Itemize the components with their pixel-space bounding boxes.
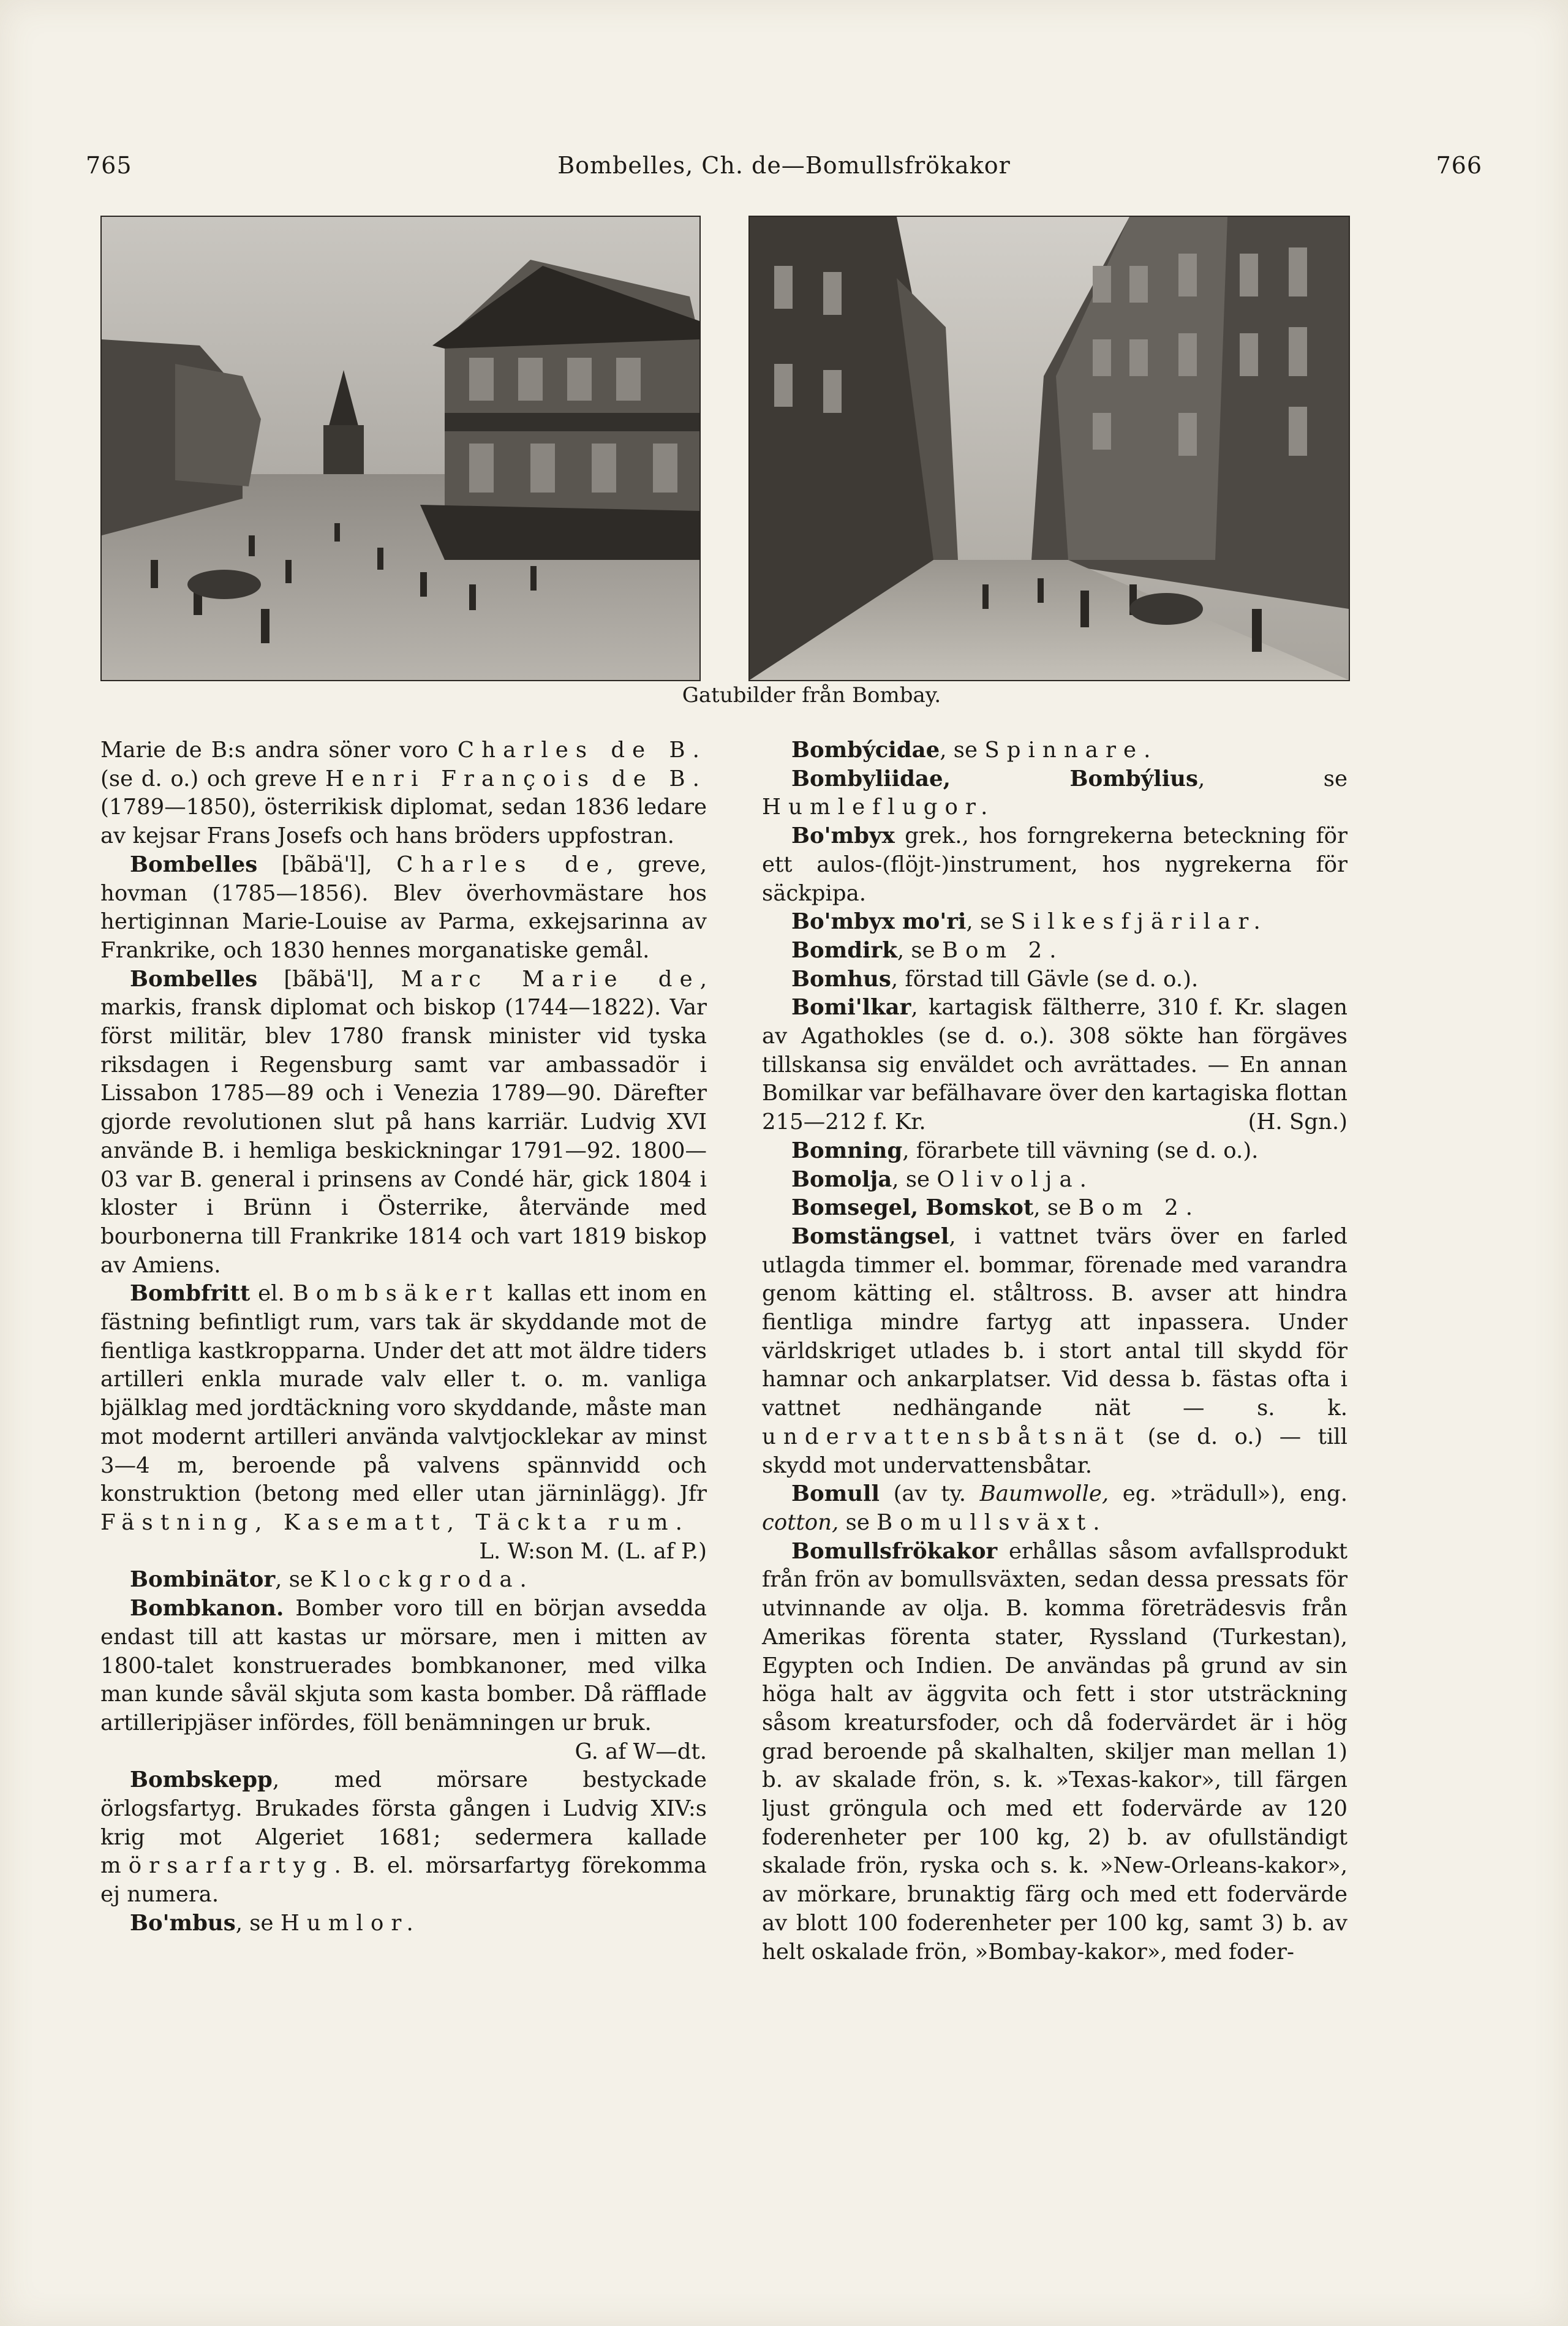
entry-continuation: Marie de B:s andra söner voro Charles de B. (se d. o.) och greve Henri François de B. (1789—1850), österrikisk diplomat, sedan 1836 ledare av kejsar Frans Josefs och hans bröders uppfostran. xyxy=(100,738,707,849)
headword: Bombelles xyxy=(130,851,258,877)
headword: Bo'mbyx mo'ri xyxy=(791,909,967,935)
entry-bombycidae: Bombýcidae, se Spinnare. xyxy=(791,738,1158,763)
right-column xyxy=(762,736,1348,1966)
headword: Bomdirk xyxy=(791,937,897,963)
author-signature: (H. Sgn.) xyxy=(1248,1109,1348,1135)
figure-caption: Gatubilder från Bombay. xyxy=(682,683,941,708)
entry-bomdirk: Bomdirk, se Bom 2. xyxy=(791,937,1064,963)
entry-bomilkar: Bomi'lkar, kartagisk fältherre, 310 f. Kr. slagen av Agathokles (se d. o.). 308 sökte han förgäves tillskansa sig enväldet och avrättades. — En annan Bomilkar var befälhavare över den kartagiska flottan 215—212 f. Kr. (H. Sgn.) xyxy=(762,994,1348,1137)
entry-bomstangsel: Bomstängsel, i vattnet tvärs över en farled utlagda timmer el. bommar, förenade med varandra genom kätting el. ståltross. B. avser att hindra fientliga mindre fartyg att inpassera. Under världskriget utlades b. i stort antal till skydd för hamnar och ankarplatser. Vid dessa b. fästas ofta i vattnet nedhängande nät — s. k. undervattensbåtsnät (se d. o.) — till skydd mot undervattensbåtar. xyxy=(762,1223,1348,1478)
headword: Bomsegel, Bomskot xyxy=(791,1195,1034,1221)
entry-bombelles-marc: Bombelles [bãbä'l], Marc Marie de, markis, fransk diplomat och biskop (1744—1822). Var först militär, blev 1780 fransk minister vid tyska riksdagen i Regensburg samt var ambassadör i Lissabon 1785—89 och i Venezia 1789—90. Därefter gjorde revolutionen slut på hans karriär. Ludvig XVI använde B. i hemliga beskickningar 1791—92. 1800—03 var B. general i prinsens av Condé här, gick 1804 i kloster i Brünn i Österrike, återvände med bourbonerna till Frankrike 1814 och vart 1819 biskop av Amiens. xyxy=(100,966,707,1278)
headword: Bomullsfrökakor xyxy=(791,1538,998,1564)
headword: Bo'mbyx xyxy=(791,823,895,849)
entry-bomsegel: Bomsegel, Bomskot, se Bom 2. xyxy=(791,1195,1200,1221)
page-number-left: 765 xyxy=(86,152,132,179)
entry-bombkanon: Bombkanon. Bomber voro till en början avsedda endast till att kastas ur mörsare, men i mitten av 1800-talet konstruerades bombkanoner, med vilka man kunde såväl skjuta som kasta bomber. Då räfflade artilleripjäser infördes, föll benämningen ur bruk. G. af W—dt. xyxy=(100,1595,707,1766)
headword: Bomolja xyxy=(791,1166,892,1192)
street-photo-left xyxy=(100,216,701,681)
entry-bomhus: Bomhus, förstad till Gävle (se d. o.). xyxy=(791,966,1199,992)
entry-bombus: Bo'mbus, se Humlor. xyxy=(130,1910,421,1936)
entry-bomull: Bomull (av ty. Baumwolle, eg. »trädull»), eng. cotton, se Bomullsväxt. xyxy=(762,1481,1348,1535)
street-photo-right xyxy=(748,216,1350,681)
author-signature: G. af W—dt. xyxy=(575,1739,707,1764)
entry-bombinator: Bombinätor, se Klockgroda. xyxy=(130,1567,534,1593)
headword: Bombfritt xyxy=(130,1281,251,1307)
headword: Bombyliidae, Bombýlius xyxy=(791,766,1198,791)
entry-bomning: Bomning, förarbete till vävning (se d. o.). xyxy=(791,1138,1259,1163)
entry-bombyx: Bo'mbyx grek., hos forngrekerna beteckning för ett aulos-(flöjt-)instrument, hos nygrekerna för säckpipa. xyxy=(762,823,1348,906)
headword: Bomi'lkar xyxy=(791,995,911,1021)
headword: Bomhus xyxy=(791,966,891,992)
headword: Bo'mbus xyxy=(130,1910,236,1936)
entry-bombyx-mori: Bo'mbyx mo'ri, se Silkesfjärilar. xyxy=(791,909,1268,935)
entry-bombskepp: Bombskepp, med mörsare bestyckade örlogsfartyg. Brukades första gången i Ludvig XIV:s krig mot Algeriet 1681; sedermera kallade mörsarfartyg. B. el. mörsarfartyg förekomma ej numera. xyxy=(100,1767,707,1908)
headword: Bomstängsel xyxy=(791,1223,949,1249)
headword: Bombýcidae xyxy=(791,738,940,763)
headword: Bombskepp xyxy=(130,1767,273,1793)
headword: Bombinätor xyxy=(130,1567,276,1593)
headword: Bombelles xyxy=(130,966,258,992)
entry-bombyliidae: Bombyliidae, Bombýlius, se Humleflugor. xyxy=(762,766,1348,820)
entry-bomullsfrokakor: Bomullsfrökakor erhållas såsom avfallsprodukt från frön av bomullsväxten, sedan dessa pressats för utvinnande av olja. B. komma företrädesvis från Amerikas förenta stater, Ryssland (Turkestan), Egypten och Indien. De användas på grund av sin höga halt av äggvita och fett i stor utsträckning såsom kreatursfoder, och då fodervärdet är i hög grad beroende på skalhalten, skiljer man mellan 1) b. av skalade frön, s. k. »Texas-kakor», till färgen ljust gröngula och med ett fodervärde av 120 foderenheter per 100 kg, 2) b. av ofullständigt skalade frön, ryska och s. k. »New-Orleans-kakor», av mörkare, brunaktig färg och med ett fodervärde av blott 100 foderenheter per 100 kg, samt 3) b. av helt oskalade frön, »Bombay-kakor», med foder- xyxy=(762,1538,1348,1965)
page-number-right: 766 xyxy=(1436,152,1482,179)
entry-bombfritt: Bombfritt el. Bombsäkert kallas ett inom en fästning befintligt rum, vars tak är skyddande mot de fientliga kastkropparna. Under det att mot äldre tiders artilleri enkla murade valv eller t. o. m. vanliga bjälklag med jordtäckning voro skyddande, måste man mot modernt artilleri använda valvtjocklekar av minst 3—4 m, beroende på valvens spännvidd och konstruktion (betong med eller utan järninlägg). Jfr Fästning, Kasematt, Täckta rum. L. W:son M. (L. af P.) xyxy=(100,1280,707,1566)
headword: Bomull xyxy=(791,1481,880,1507)
headword: Bomning xyxy=(791,1138,903,1163)
entry-bomolja: Bomolja, se Olivolja. xyxy=(791,1166,1095,1192)
author-signature: L. W:son M. (L. af P.) xyxy=(479,1538,707,1564)
entry-bombelles-charles: Bombelles [bãbä'l], Charles de, greve, hovman (1785—1856). Blev överhovmästare hos hertiginnan Marie-Louise av Parma, exkejsarinna av Frankrike, och 1830 hennes morganatiske gemål. xyxy=(100,851,707,963)
headword: Bombkanon. xyxy=(130,1596,284,1622)
left-column xyxy=(100,736,707,1938)
running-title: Bombelles, Ch. de—Bomullsfrökakor xyxy=(557,152,1011,179)
